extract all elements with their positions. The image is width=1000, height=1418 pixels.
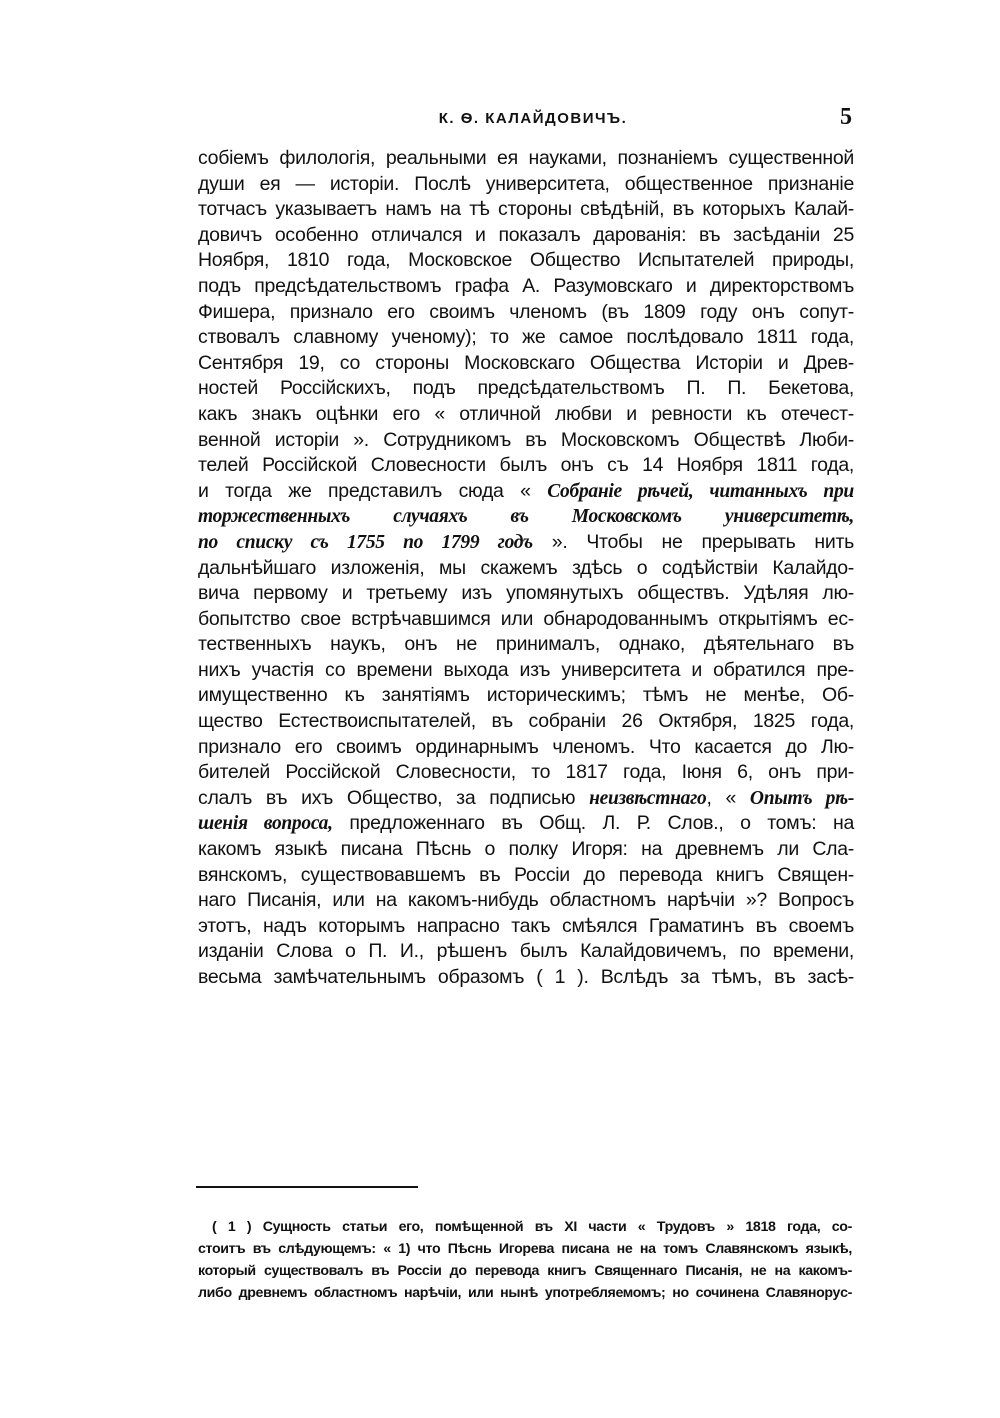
text-line: вича первому и третьему изъ упомянутыхъ обществъ. Удѣляя лю-	[198, 582, 854, 605]
footnotes	[198, 1216, 852, 1304]
text-line: собіемъ филологія, реальными ея науками, познаніемъ существенной	[198, 147, 854, 169]
text-line: щество Естествоиспытателей, въ собраніи 26 Октября, 1825 года,	[198, 710, 854, 733]
text-line: нихъ участія со времени выхода изъ университета и обратился пре-	[198, 658, 854, 681]
text-line: дальнѣйшаго изложенія, мы скажемъ здѣсь о содѣйствіи Калайдо-	[198, 556, 854, 579]
page-number: 5	[840, 104, 852, 130]
text-line: довичъ особенно отличался и показалъ дарованія: въ засѣданіи 25	[198, 223, 854, 246]
text-line: Сентября 19, со стороны Московскаго Общества Исторіи и Древ-	[198, 351, 854, 374]
italic-title: Собраніе рѣчей, читанныхъ при	[547, 480, 854, 502]
text-line: ствовалъ славному ученому); то же самое послѣдовало 1811 года,	[198, 326, 854, 349]
text-line: наго Писанія, или на какомъ-нибудь областномъ нарѣчіи »? Вопросъ	[198, 889, 854, 912]
text-line-with-italic	[198, 479, 854, 505]
text-line: весьма замѣчательнымъ образомъ ( 1 ). Вслѣдъ за тѣмъ, въ засѣ-	[198, 966, 854, 988]
italic-title: шенія вопроса,	[198, 813, 333, 835]
text-line: признало его своимъ ординарнымъ членомъ. Что касается до Лю-	[198, 735, 854, 758]
footnote-line: ( 1 ) Сущность статьи его, помѣщенной въ XI части « Трудовъ » 1818 года, со-	[212, 1219, 852, 1235]
text-line: какомъ языкѣ писана Пѣснь о полку Игоря: на древнемъ ли Сла-	[198, 838, 854, 861]
text-line: бопытство свое встрѣчавшимся или обнародованнымъ открытіямъ ес-	[198, 607, 854, 630]
text-line: бителей Россійской Словесности, то 1817 года, Іюня 6, онъ при-	[198, 761, 854, 784]
text-line-with-italic	[198, 811, 854, 837]
footnote-separator-rule	[196, 1186, 418, 1188]
footnote-line: который существовалъ въ Россіи до перевода книгъ Священнаго Писанія, не на какомъ-	[198, 1263, 852, 1279]
text-line: тественныхъ наукъ, онъ не принималъ, однако, дѣятельнаго въ	[198, 633, 854, 656]
text-line: вянскомъ, существовавшемъ въ Россіи до перевода книгъ Священ-	[198, 863, 854, 886]
text-line: изданіи Слова о П. И., рѣшенъ былъ Калайдовичемъ, по времени,	[198, 940, 854, 963]
text-line: какъ знакъ оцѣнки его « отличной любви и ревности къ отечест-	[198, 402, 854, 425]
text-segment: и тогда же представилъ сюда «	[198, 479, 548, 502]
text-segment: слалъ въ ихъ Общество, за подписью	[198, 786, 590, 809]
italic-title: торжественныхъ случаяхъ въ Московскомъ университетѣ,	[198, 506, 854, 528]
footnote-line: либо древнемъ областномъ нарѣчіи, или нынѣ употребляемомъ; но сочинена Славяноруc-	[198, 1285, 852, 1301]
text-line: Ноября, 1810 года, Московское Общество Испытателей природы,	[198, 249, 854, 272]
text-segment: ». Чтобы не прерывать нить	[532, 530, 854, 553]
text-line: ностей Россійскихъ, подъ предсѣдательствомъ П. П. Бекетова,	[198, 377, 854, 400]
text-line: души ея — исторіи. Послѣ университета, общественное признаніе	[198, 172, 854, 195]
text-line: Фишера, признало его своимъ членомъ (въ 1809 году онъ сопут-	[198, 300, 854, 323]
text-line-with-italic	[198, 786, 854, 812]
running-title: К. Ѳ. КАЛАЙДОВИЧЪ.	[438, 110, 628, 127]
body-text	[198, 146, 854, 991]
text-line: венной исторіи ». Сотрудникомъ въ Московскомъ Обществѣ Люби-	[198, 428, 854, 451]
running-head	[198, 104, 852, 130]
text-segment: , «	[706, 786, 750, 809]
text-segment: предложеннаго въ Общ. Л. Р. Слов., о томъ: на	[332, 812, 854, 835]
text-line: телей Россійской Словесности былъ онъ съ 14 Ноября 1811 года,	[198, 454, 854, 477]
italic-title: по списку съ 1755 по 1799 годъ	[198, 531, 533, 553]
italic-title: Опытъ рѣ-	[749, 787, 855, 809]
text-line: имущественно къ занятіямъ историческимъ; тѣмъ не менѣе, Об-	[198, 684, 854, 707]
text-line: подъ предсѣдательствомъ графа А. Разумовскаго и директорствомъ	[198, 274, 854, 297]
text-line-with-italic	[198, 530, 854, 556]
text-line: этотъ, надъ которымъ напрасно такъ смѣялся Граматинъ въ своемъ	[198, 914, 854, 937]
text-line-with-italic	[198, 504, 854, 530]
italic-word: неизвѣстнаго	[589, 787, 707, 809]
text-line: тотчасъ указываетъ намъ на тѣ стороны свѣдѣній, въ которыхъ Калай-	[198, 198, 854, 221]
footnote-line: стоитъ въ слѣдующемъ: « 1) что Пѣснь Игорева писана не на томъ Славянскомъ языкѣ,	[198, 1241, 852, 1257]
